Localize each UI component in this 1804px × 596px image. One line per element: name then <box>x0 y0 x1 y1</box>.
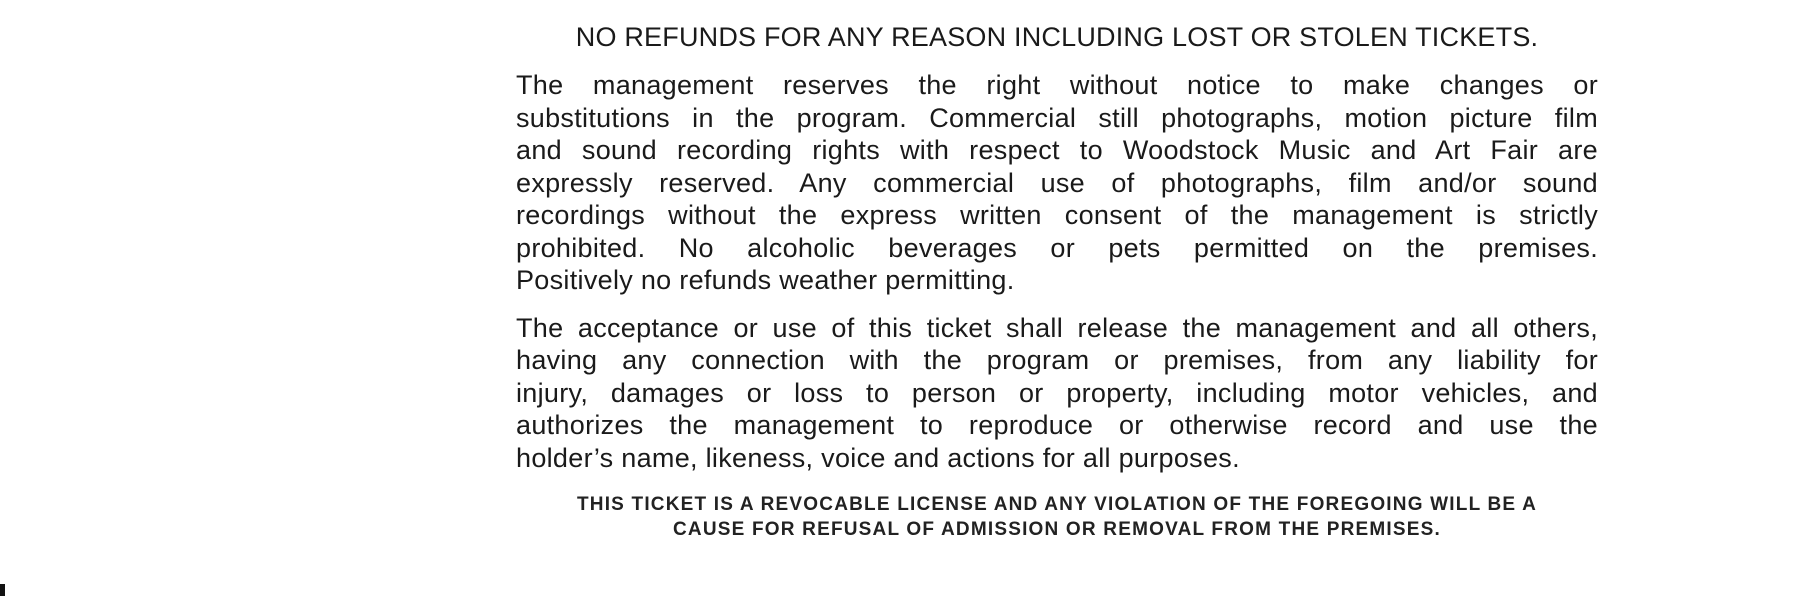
paragraph-line: Positively no refunds weather permitting. <box>516 265 1015 295</box>
paragraph-line: The management reserves the right without notice to make changes or <box>516 70 1598 100</box>
no-refunds-heading: NO REFUNDS FOR ANY REASON INCLUDING LOST OR STOLEN TICKETS. <box>575 22 1539 52</box>
paragraph-line: The acceptance or use of this ticket shall release the management and all others, <box>516 312 1598 343</box>
paragraph-line: having any connection with the program or premises, from any liability for <box>516 345 1598 375</box>
paragraph-line: and sound recording rights with respect to Woodstock Music and Art Fair are <box>516 135 1598 165</box>
ticket-terms-text-block <box>516 20 1598 542</box>
terms-paragraph-2 <box>516 312 1598 475</box>
paragraph-line: authorizes the management to reproduce or otherwise record and use the <box>516 410 1598 440</box>
notice-line: THIS TICKET IS A REVOCABLE LICENSE AND ANY VIOLATION OF THE FOREGOING WILL BE A <box>576 494 1538 515</box>
paragraph-line: substitutions in the program. Commercial still photographs, motion picture film <box>516 102 1598 133</box>
paragraph-line: holder’s name, likeness, voice and actions for all purposes. <box>516 442 1240 473</box>
notice-line: CAUSE FOR REFUSAL OF ADMISSION OR REMOVAL FROM THE PREMISES. <box>672 519 1441 540</box>
scan-edge-mark <box>0 584 5 596</box>
paragraph-line: injury, damages or loss to person or property, including motor vehicles, and <box>516 377 1598 408</box>
paragraph-line: recordings without the express written consent of the management is strictly <box>516 200 1598 230</box>
terms-paragraph-1 <box>516 69 1598 297</box>
paragraph-line: expressly reserved. Any commercial use of photographs, film and/or sound <box>516 167 1598 198</box>
paragraph-line: prohibited. No alcoholic beverages or pets permitted on the premises. <box>516 232 1598 263</box>
revocable-license-notice <box>516 492 1598 542</box>
